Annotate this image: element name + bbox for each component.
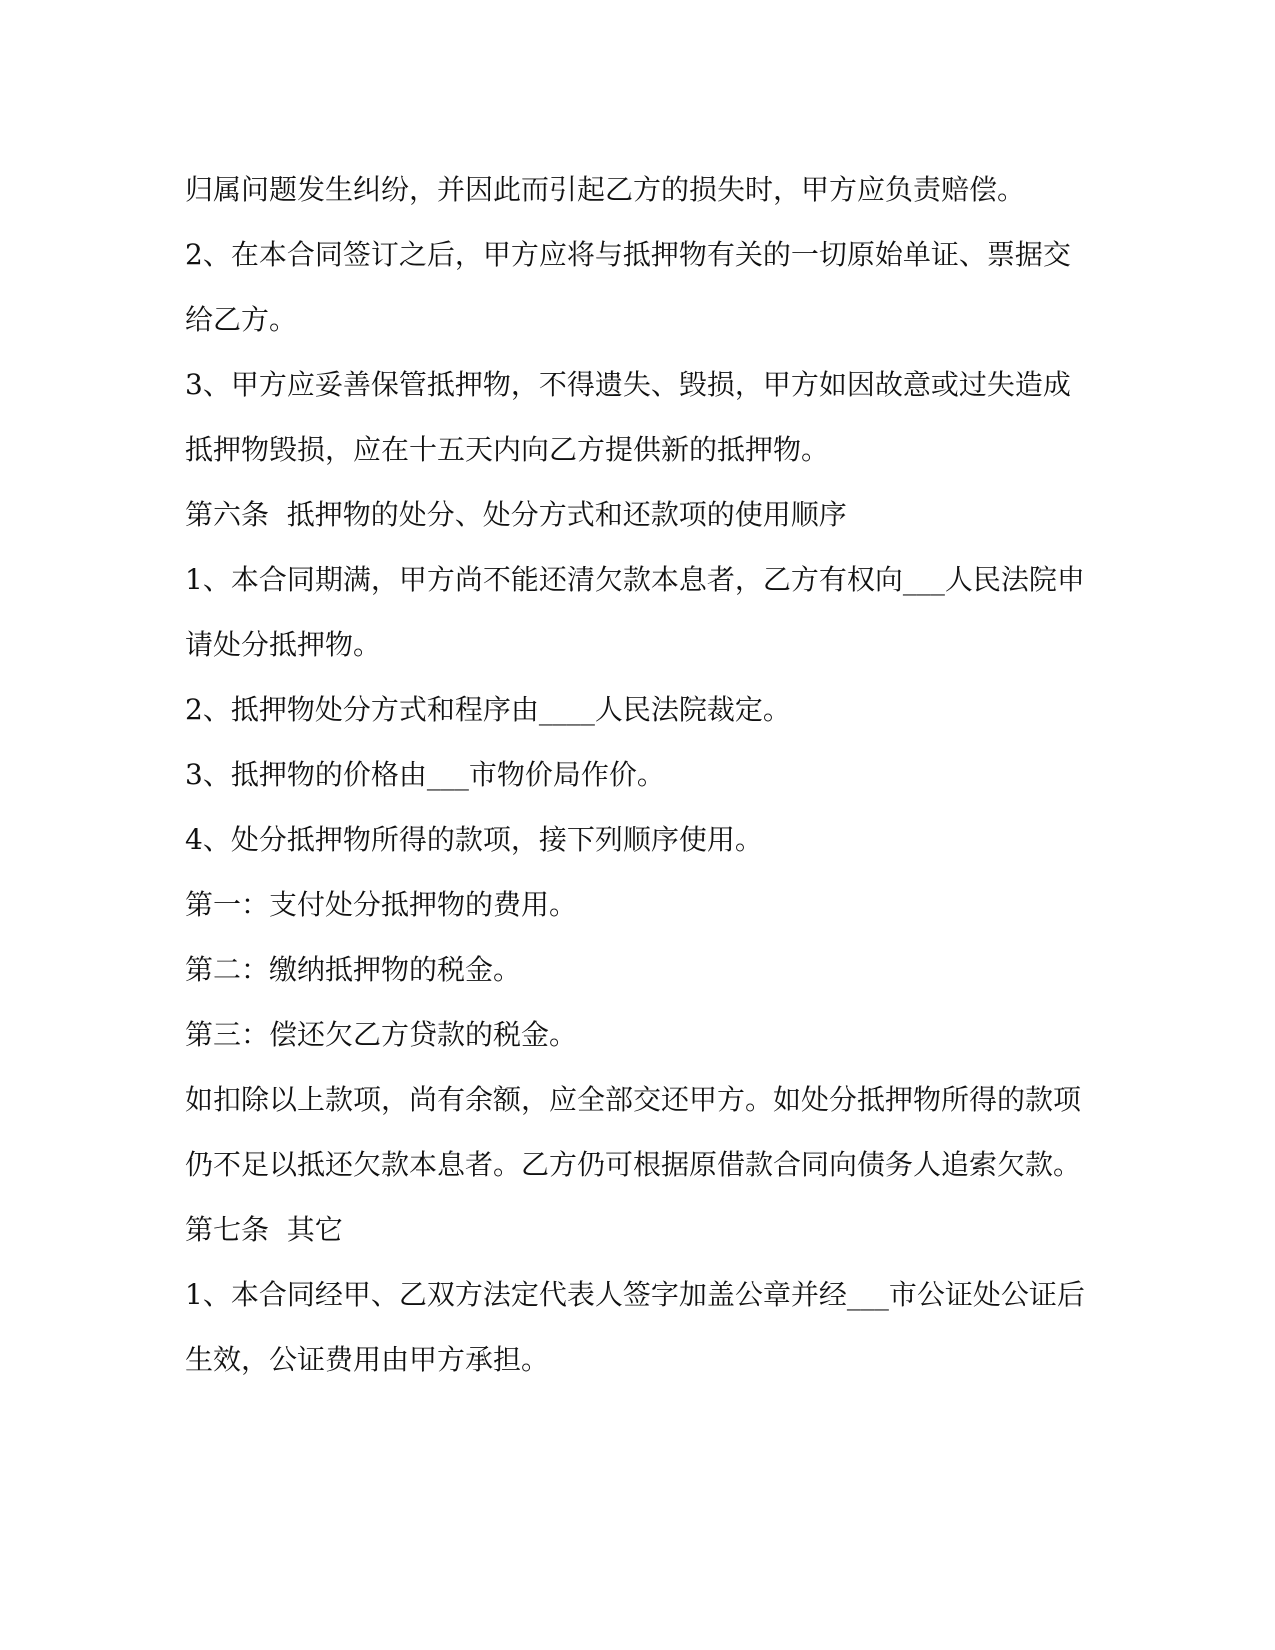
paragraph: 2、抵押物处分方式和程序由____人民法院裁定。 — [185, 693, 791, 726]
paragraph: 1、本合同经甲、乙双方法定代表人签字加盖公章并经___市公证处公证后生效，公证费用由甲方承担。 — [185, 1278, 1085, 1376]
paragraph: 第一：支付处分抵押物的费用。 — [185, 888, 578, 921]
paragraph: 第三：偿还欠乙方贷款的税金。 — [185, 1018, 578, 1051]
paragraph: 如扣除以上款项，尚有余额，应全部交还甲方。如处分抵押物所得的款项仍不足以抵还欠款本息者。乙方仍可根据原借款合同向债务人追索欠款。 — [185, 1083, 1082, 1181]
paragraph: 2、在本合同签订之后，甲方应将与抵押物有关的一切原始单证、票据交给乙方。 — [185, 238, 1071, 336]
paragraph: 3、抵押物的价格由___市物价局作价。 — [185, 758, 665, 791]
paragraph: 3、甲方应妥善保管抵押物，不得遗失、毁损，甲方如因故意或过失造成抵押物毁损，应在十五天内向乙方提供新的抵押物。 — [185, 368, 1071, 466]
section-heading: 第七条 其它 — [185, 1213, 343, 1246]
paragraph: 归属问题发生纠纷，并因此而引起乙方的损失时，甲方应负责赔偿。 — [185, 173, 1026, 206]
paragraph: 第二：缴纳抵押物的税金。 — [185, 953, 522, 986]
paragraph: 4、处分抵押物所得的款项，接下列顺序使用。 — [185, 823, 763, 856]
paragraph: 1、本合同期满，甲方尚不能还清欠款本息者，乙方有权向___人民法院申请处分抵押物。 — [185, 563, 1085, 661]
document-body — [185, 157, 1085, 1392]
section-heading: 第六条 抵押物的处分、处分方式和还款项的使用顺序 — [185, 498, 847, 531]
